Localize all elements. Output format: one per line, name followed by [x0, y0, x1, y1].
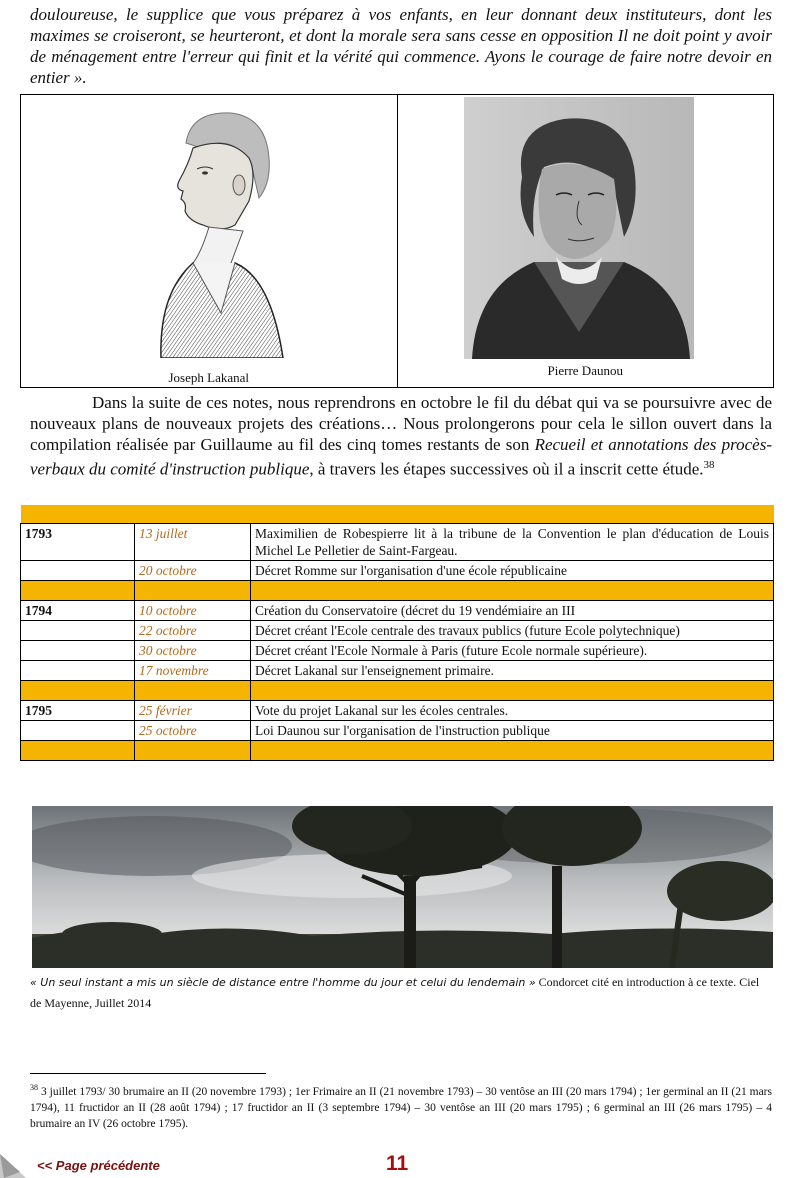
- timeline-year: 1795: [21, 701, 135, 721]
- footnote-number: 38: [30, 1083, 38, 1092]
- page-number: 11: [386, 1152, 409, 1175]
- footnote-text: 3 juillet 1793/ 30 brumaire an II (20 novembre 1793) ; 1er Frimaire an II (21 novembre 1793) – 30 ventôse an III (20 mars 1794) ; 1er germinal an II (21 mars 1794), 11 fructidor an II (28 août 1794) ; 17 fructidor an II (3 septembre 1794) – 30 ventôse an III (20 mars 1795) ; 6 germinal an III (26 mars 1795) – 4 brumaire an IV (26 octobre 1795).: [30, 1085, 772, 1130]
- timeline-event: Décret créant l'Ecole Normale à Paris (future Ecole normale supérieure).: [251, 641, 774, 661]
- band-cell: [135, 741, 251, 761]
- timeline-year: [21, 661, 135, 681]
- timeline-row: [21, 641, 774, 661]
- body-text-part1: Dans la suite de ces notes, nous reprendrons en octobre le fil du débat qui va se poursuivre avec de nouveaux plans de nouveaux projets des créations… Nous prolongerons pour cela le sillon ouvert dans la compilation réalisée par Guillaume au fil des cinq tomes restants de son: [30, 393, 772, 454]
- timeline-row: [21, 561, 774, 581]
- timeline-year: 1793: [21, 524, 135, 561]
- timeline-event: Loi Daunou sur l'organisation de l'instruction publique: [251, 721, 774, 741]
- timeline-date: 13 juillet: [135, 524, 251, 561]
- previous-page-link[interactable]: << Page précédente: [37, 1158, 160, 1173]
- timeline-row: [21, 601, 774, 621]
- timeline-table: [20, 505, 774, 761]
- timeline-band: [21, 505, 774, 524]
- timeline-date: 20 octobre: [135, 561, 251, 581]
- timeline-event: Vote du projet Lakanal sur les écoles centrales.: [251, 701, 774, 721]
- timeline-band: [21, 741, 774, 761]
- band-cell: [135, 681, 251, 701]
- lakanal-engraving: [131, 103, 291, 358]
- portraits-frame: [20, 94, 774, 388]
- page-curl-icon: [0, 1148, 32, 1178]
- timeline-date: 25 février: [135, 701, 251, 721]
- landscape-photo: [32, 806, 773, 968]
- page-footer: [0, 1148, 800, 1178]
- timeline-row: [21, 621, 774, 641]
- timeline-event: Décret créant l'Ecole centrale des travaux publics (future Ecole polytechnique): [251, 621, 774, 641]
- timeline-row: [21, 701, 774, 721]
- book-title: Recueil et annotations des procès-verbaux du comité d'instruction publique: [30, 435, 772, 479]
- timeline-band: [21, 581, 774, 601]
- timeline-date: 25 octobre: [135, 721, 251, 741]
- condorcet-quote: « Un seul instant a mis un siècle de distance entre l'homme du jour et celui du lendemain »: [30, 976, 536, 989]
- timeline-year: [21, 621, 135, 641]
- timeline-year: [21, 641, 135, 661]
- band-cell: [21, 505, 774, 524]
- timeline-year: [21, 721, 135, 741]
- body-paragraph: [30, 392, 772, 480]
- timeline-year: 1794: [21, 601, 135, 621]
- timeline-row: [21, 721, 774, 741]
- portrait-lakanal: [21, 95, 397, 387]
- band-cell: [251, 681, 774, 701]
- photo-caption: [30, 972, 772, 1013]
- timeline-date: 10 octobre: [135, 601, 251, 621]
- intro-paragraph: douloureuse, le supplice que vous préparez à vos enfants, en leur donnant deux instituteurs, dont les maximes se croiseront, se heurteront, et dont la morale sera sans cesse en opposition Il ne doit point y avoir de ménagement entre l'erreur qui finit et la vérité qui commence. Ayons le courage de faire notre devoir en entier ».: [30, 5, 772, 87]
- band-cell: [135, 581, 251, 601]
- daunou-engraving: [464, 97, 694, 359]
- caption-lakanal: Joseph Lakanal: [168, 370, 249, 385]
- footnote-38: [30, 1080, 772, 1132]
- timeline-event: Maximilien de Robespierre lit à la tribune de la Convention le plan d'éducation de Louis Michel Le Pelletier de Saint-Fargeau.: [251, 524, 774, 561]
- band-cell: [21, 741, 135, 761]
- timeline-row: [21, 661, 774, 681]
- timeline-row: [21, 524, 774, 561]
- timeline-event: Décret Lakanal sur l'enseignement primaire.: [251, 661, 774, 681]
- timeline-event: Décret Romme sur l'organisation d'une école républicaine: [251, 561, 774, 581]
- band-cell: [21, 581, 135, 601]
- timeline-date: 22 octobre: [135, 621, 251, 641]
- timeline-date: 30 octobre: [135, 641, 251, 661]
- footnote-ref[interactable]: 38: [703, 459, 715, 471]
- band-cell: [21, 681, 135, 701]
- timeline-band: [21, 681, 774, 701]
- body-text-part2: , à travers les étapes successives où il a inscrit cette étude.: [309, 459, 704, 479]
- timeline-date: 17 novembre: [135, 661, 251, 681]
- timeline-event: Création du Conservatoire (décret du 19 vendémiaire an III: [251, 601, 774, 621]
- band-cell: [251, 741, 774, 761]
- timeline-year: [21, 561, 135, 581]
- caption-attribution: Condorcet cité en introduction à ce texte. Ciel de Mayenne, Juillet 2014: [30, 975, 760, 1010]
- caption-daunou: Pierre Daunou: [547, 363, 623, 378]
- portrait-daunou: [397, 95, 774, 387]
- footnote-separator: [30, 1073, 266, 1074]
- band-cell: [251, 581, 774, 601]
